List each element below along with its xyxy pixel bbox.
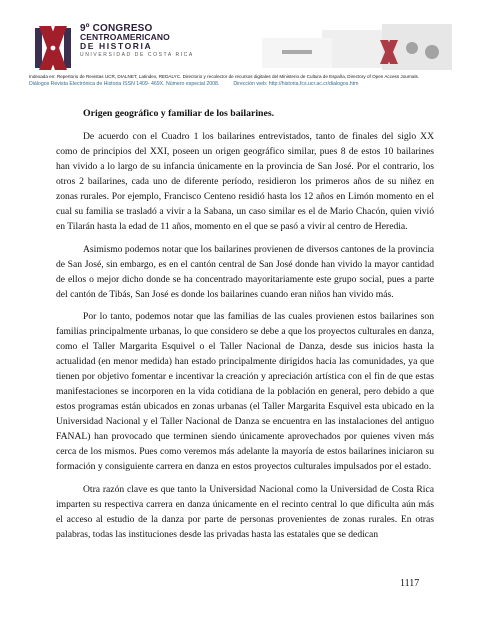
journal-info: Diálogos Revista Electrónica de Historia ISSN 1409- 469X. Número especial 2008.: [29, 81, 220, 87]
page-header: [0, 0, 480, 100]
page-number: 1117: [400, 578, 420, 589]
journal-web-link[interactable]: Dirección web: http://historia.fcs.ucr.ac.cr/dialogos.htm: [233, 81, 359, 87]
logo-line-3: DE HISTORIA: [80, 41, 153, 51]
indexing-line: Indexada en: Repertorio de Revistas UCR, DIALNET, Latindex, REDALYC. Directorio y recolector de recursos digitales del Ministerio de Cultura de España, Directory of Open Access Journals.: [29, 74, 420, 79]
congress-logo-icon: [31, 22, 75, 74]
article-body: [56, 103, 434, 549]
paragraph-2: Asimismo podemos notar que los bailarines provienen de diversos cantones de la provincia de San José, sin embargo, es en el cantón central de San José donde han vivido la mayor cantidad de ellos o mejor dicho donde se ha concentrado mayoritariamente este grupo social, pues a parte del cantón de Tibás, San José es donde los bailarines cuando eran niños han vivido más.: [56, 243, 434, 300]
paragraph-1: De acuerdo con el Cuadro 1 los bailarines entrevistados, tanto de finales del siglo XX como de principios del XXI, poseen un origen geográfico similar, pues 8 de estos 10 bailarines han vivido a lo largo de su infancia únicamente en la provincia de San José. Por el contrario, los otros 2 bailarines, cada uno de diferente período, residieron los primeros años de su niñez en zonas rurales. Por ejemplo, Francisco Centeno residió hasta los 12 años en Limón momento en el cual su familia se trasladó a vivir a la Sabana, un caso similar es el de Mario Chacón, quien vivió en Tilarán hasta la edad de 11 años, momento en el que se pasó a vivir al centro de Heredia.: [56, 131, 434, 232]
logo-line-1: 9º CONGRESO: [80, 23, 153, 34]
journal-line: [29, 81, 469, 87]
congress-logo-text: [80, 24, 194, 60]
paragraph-3: Por lo tanto, podemos notar que las familias de las cuales provienen estos bailarines son familias principalmente urbanas, lo que considero se debe a que los proyectos culturales en danza, como el Taller Margarita Esquivel o el Taller Nacional de Danza, desde sus inicios hasta la actualidad (en menor medida) han estado principalmente dirigidos hacia las comunidades, ya que tienen por objetivo fomentar e incentivar la creación y apreciación artística con el fin de que estas manifestaciones se incorporen en la vida cotidiana de la población en general, pero debido a que estos programas están ubicados en zonas urbanas (el Taller Margarita Esquivel esta ubicado en la Universidad Nacional y el Taller Nacional de Danza se encuentra en las instalaciones del antiguo FANAL) han provocado que terminen siendo únicamente aprovechados por quienes viven más cerca de los mismos. Pues como veremos más adelante la mayoría de estos bailarines iniciaron su formación y consiguiente carrera en danza en estos proyectos culturales impulsados por el estado.: [56, 311, 434, 472]
section-heading: Origen geográfico y familiar de los bailarines.: [83, 108, 275, 119]
logo-line-2: CENTROAMERICANO: [80, 32, 170, 42]
logo-line-4: UNIVERSIDAD DE COSTA RICA: [80, 52, 194, 58]
header-decoration: [262, 20, 462, 74]
paragraph-4: Otra razón clave es que tanto la Universidad Nacional como la Universidad de Costa Rica imparten su respectiva carrera en danza únicamente en el recinto central lo que dificulta aún más el acceso al estudio de la danza por parte de personas provenientes de zonas rurales. En otras palabras, todas las instituciones desde las privadas hasta las estatales que se dedican: [56, 483, 434, 540]
